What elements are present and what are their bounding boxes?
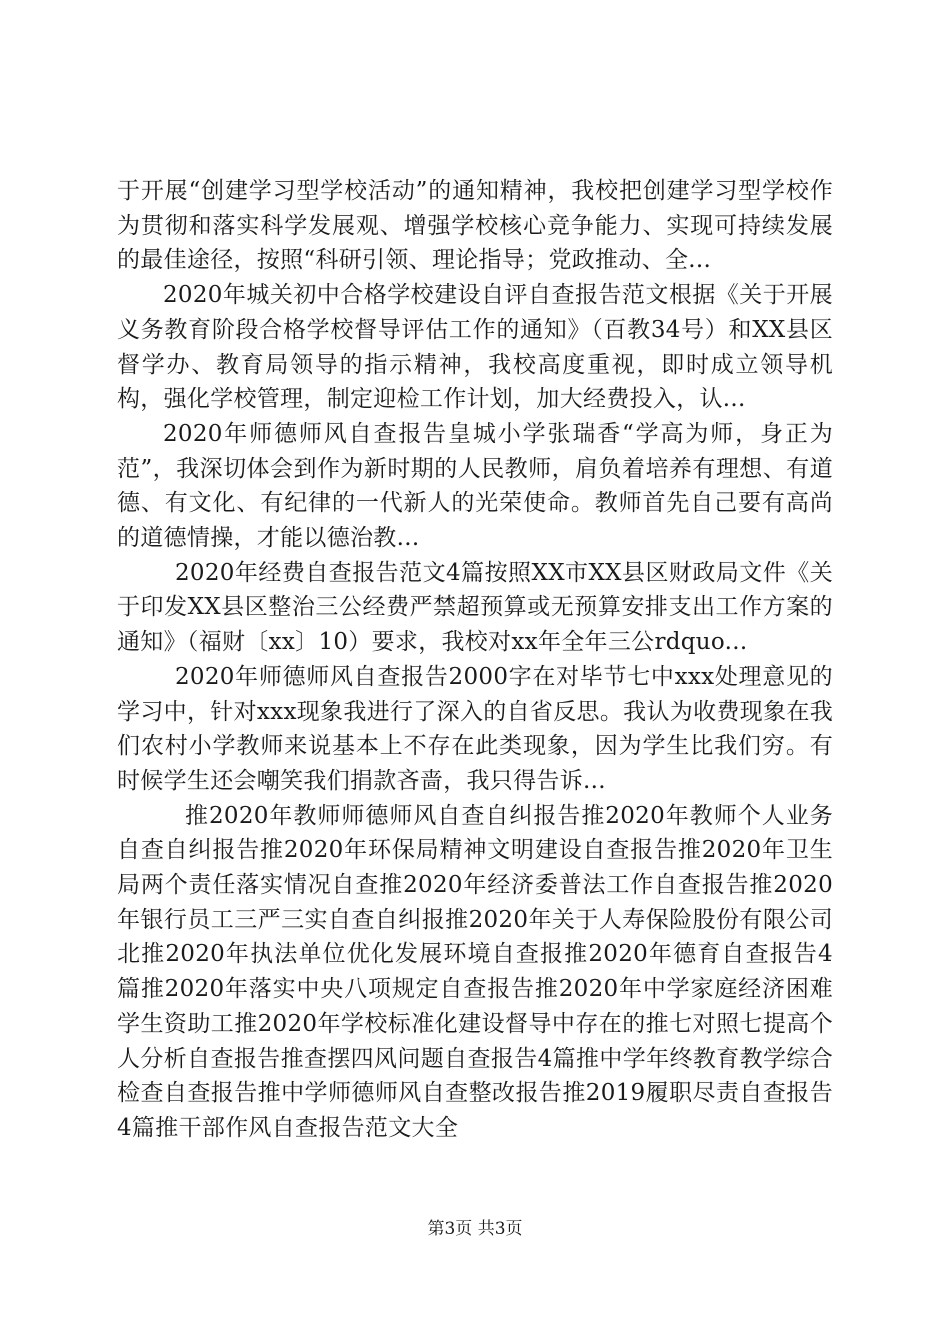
paragraph-recommended-list: 推2020年教师师德师风自查自纠报告推2020年教师个人业务自查自纠报告推2020年环保局精神文明建设自查报告推2020年卫生局两个责任落实情况自查推2020年经济委普法工作自查报告推2020年银行员工三严三实自查自纠报推2020年关于人寿保险股份有限公司北推2020年执法单位优化发展环境自查报推2020年德育自查报告4篇推2020年落实中央八项规定自查报告推2020年中学家庭经济困难学生资助工推2020年学校标准化建设督导中存在的推七对照七提高个人分析自查报告推查摆四风问题自查报告4篇推中学年终教育教学综合检查自查报告推中学师德师风自查整改报告推2019履职尽责自查报告4篇推干部作风自查报告范文大全 [117, 802, 833, 1141]
paragraph-ethics-2000: 2020年师德师风自查报告2000字在对毕节七中xxx处理意见的学习中，针对xxx现象我进行了深入的自省反思。我认为收费现象在我们农村小学教师来说基本上不存在此类现象，因为学生比我们穷。有时候学生还会嘲笑我们捐款吝啬，我只得告诉... [117, 663, 833, 794]
paragraph-funding-report: 2020年经费自查报告范文4篇按照XX市XX县区财政局文件《关于印发XX县区整治三公经费严禁超预算或无预算安排支出工作方案的通知》（福财〔xx〕10）要求，我校对xx年全年三公rdquo... [117, 559, 833, 656]
paragraph-teacher-ethics: 2020年师德师风自查报告皇城小学张瑞香“学高为师，身正为范”，我深切体会到作为新时期的人民教师，肩负着培养有理想、有道德、有文化、有纪律的一代新人的光荣使命。教师首先自己要有高尚的道德情操，才能以德治教... [117, 420, 833, 552]
paragraph-continued: 于开展“创建学习型学校活动”的通知精神，我校把创建学习型学校作为贯彻和落实科学发展观、增强学校核心竞争能力、实现可持续发展的最佳途径，按照“科研引领、理论指导；党政推动、全... [117, 178, 833, 274]
paragraph-city-middle-school: 2020年城关初中合格学校建设自评自查报告范文根据《关于开展义务教育阶段合格学校督导评估工作的通知》（百教34号）和XX县区督学办、教育局领导的指示精神，我校高度重视，即时成立领导机构，强化学校管理，制定迎检工作计划，加大经费投入，认... [117, 282, 833, 413]
document-body [117, 174, 833, 1146]
page-footer [0, 1218, 950, 1240]
page-number: 第3页 共3页 [427, 1219, 523, 1239]
